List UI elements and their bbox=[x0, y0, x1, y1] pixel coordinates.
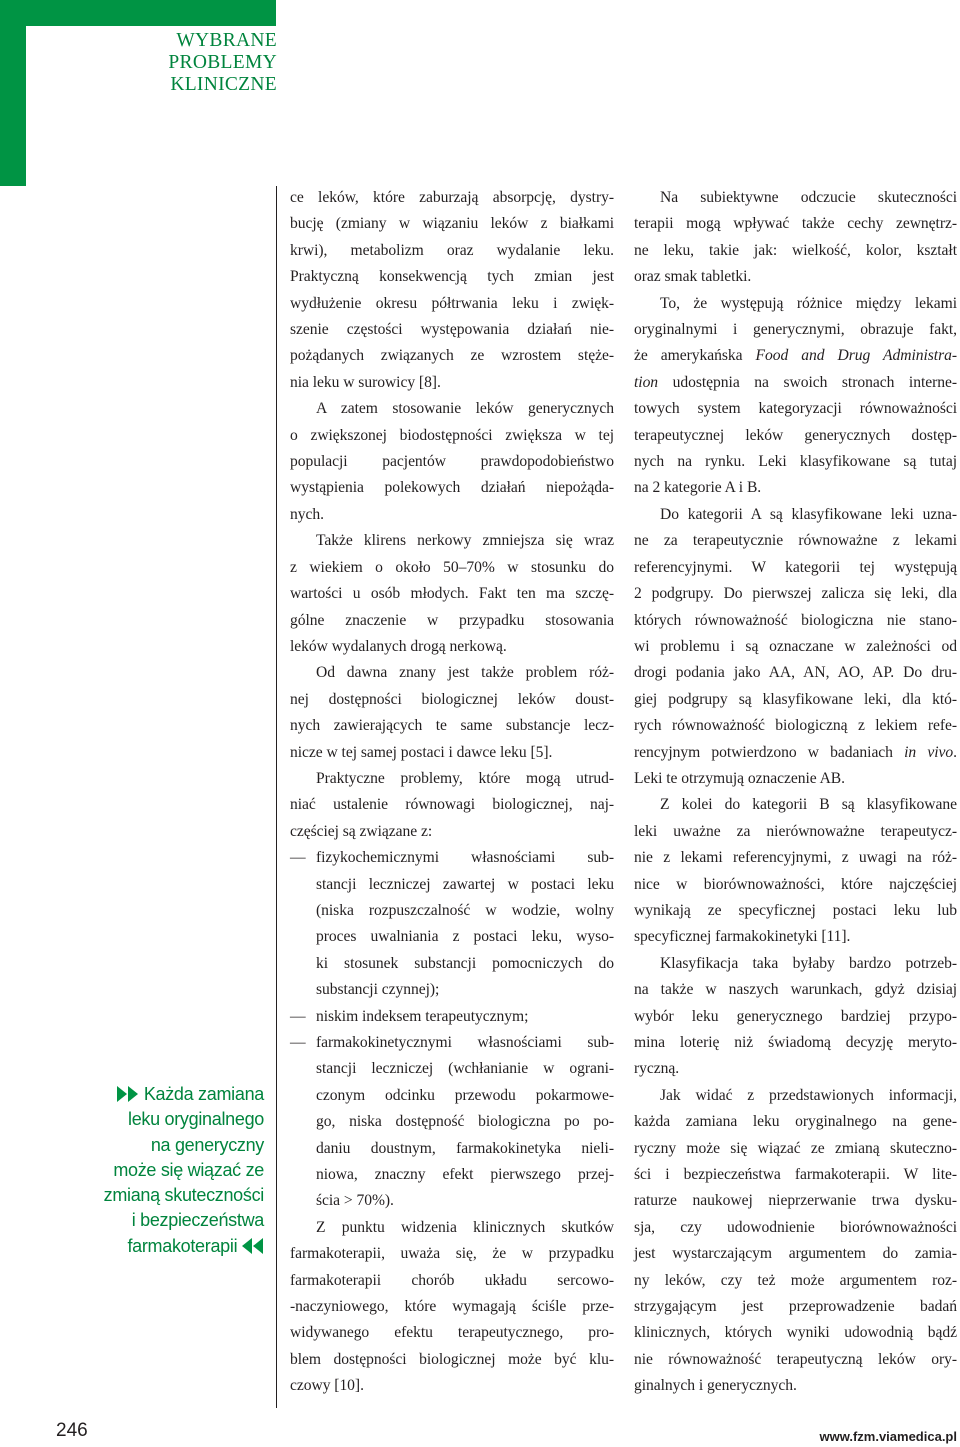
text-line: Do kategorii A są klasyfikowane leki uzna- bbox=[660, 505, 957, 523]
text-line: każda zamiana leku oryginalnego na gene- bbox=[634, 1113, 957, 1131]
green-side-bar bbox=[0, 0, 26, 186]
text-line: sja, czy udowodnienie biorównoważności bbox=[634, 1218, 957, 1236]
text-line: Jak widać z przedstawionych informacji, bbox=[660, 1086, 957, 1104]
text-line: Praktyczną konsekwencją tych zmian jest bbox=[290, 268, 614, 286]
text-line: oryginalnymi i generycznymi, obrazuje fakt, bbox=[634, 321, 957, 339]
text-line: Z kolei do kategorii B są klasyfikowane bbox=[660, 796, 957, 814]
text-line: wynikają ze specyficznej postaci leku lub bbox=[634, 901, 957, 919]
text-line: widywanego efektu terapeutycznego, pro- bbox=[290, 1324, 614, 1342]
text-line: wydłużenie okresu półtrwania leku i zwięk- bbox=[290, 294, 614, 312]
text-line: szenie częstości występowania działań nie- bbox=[290, 321, 614, 339]
text-line: nie równoważność terapeutyczną leków ory- bbox=[634, 1350, 957, 1368]
list-item: — niskim indeksem terapeutycznym; bbox=[290, 1004, 614, 1030]
text-line: wybór leku generycznego bardziej przypo- bbox=[634, 1007, 957, 1025]
text-line: -naczyniowego, które wymagają ściśle prze- bbox=[290, 1298, 614, 1316]
text-line: populacji pacjentów prawdopodobieństwo bbox=[290, 453, 614, 471]
text-line: czonym odcinku przewodu pokarmowe- bbox=[316, 1086, 614, 1104]
text-line: na 2 kategorie A i B. bbox=[634, 479, 762, 497]
text-line: nych. bbox=[290, 505, 324, 523]
body-column-middle bbox=[290, 185, 614, 1400]
pull-quote-line: i bezpieczeństwa bbox=[131, 1210, 264, 1231]
dash-bullet: — bbox=[290, 1007, 306, 1025]
text-line: stancji leczniczej zawartej w postaci leku bbox=[316, 875, 614, 893]
text-line: ki stosunek substancji pomocniczych do bbox=[316, 954, 614, 972]
text-line: proces uwalniania z postaci leku, wyso- bbox=[316, 928, 614, 946]
text-line: daniu doustnym, farmakokinetyka nieli- bbox=[316, 1139, 614, 1157]
text-line: ne leku, takie jak: wielkość, kolor, kształt bbox=[634, 241, 957, 259]
text-line: Na subiektywne odczucie skuteczności bbox=[660, 189, 957, 206]
text-line: gólne znaczenie w przypadku stosowania bbox=[290, 611, 614, 629]
text-line: nie z lekami referencyjnymi, z uwagi na róż- bbox=[634, 849, 957, 867]
text-line: krwi), metabolizm oraz wydalanie leku. bbox=[290, 241, 614, 259]
list-item: — farmakokinetycznymi własnościami sub- bbox=[290, 1030, 614, 1056]
text-line: ści i bezpieczeństwa farmakoterapii. W lite- bbox=[634, 1166, 957, 1184]
section-title-line: PROBLEMY bbox=[168, 52, 277, 73]
dash-bullet: — bbox=[290, 1034, 306, 1051]
text-line: nicze w tej samej postaci i dawce leku [5]. bbox=[290, 743, 553, 761]
text-line: terapii mogą wpływać także cechy zewnętrz- bbox=[634, 215, 957, 233]
text-line: Od dawna znany jest także problem róż- bbox=[316, 664, 614, 682]
text-line: Klasyfikacja taka byłaby bardzo potrzeb- bbox=[660, 954, 957, 972]
text-line: specyficznej farmakokinetyki [11]. bbox=[634, 928, 851, 946]
text-line: wi problemu i są oznaczane w zależności od bbox=[634, 637, 957, 655]
text-line: wystąpienia polekowych działań niepożąda- bbox=[290, 479, 614, 497]
text-line: go, niska dostępność biologiczna po po- bbox=[316, 1113, 614, 1131]
text-line: oraz smak tabletki. bbox=[634, 268, 752, 286]
page-number: 246 bbox=[56, 1420, 88, 1441]
text-line: ryczny może się wiązać ze zmianą skuteczno- bbox=[634, 1139, 957, 1157]
text-line: leki uważne za nierównoważne terapeutycz- bbox=[634, 822, 957, 840]
pull-quote-line: leku oryginalnego bbox=[128, 1109, 264, 1130]
text-line: A zatem stosowanie leków generycznych bbox=[316, 400, 614, 418]
text-line: substancji czynnej); bbox=[316, 981, 440, 999]
text-line: giej podgrupy są klasyfikowane leki, dla któ- bbox=[634, 690, 957, 708]
text-line: na także w naszych warunkach, gdyż dzisiaj bbox=[634, 981, 957, 999]
pull-quote-line: może się wiązać ze bbox=[113, 1159, 264, 1180]
text-line: drogi podania jako AA, AN, AO, AP. Do dru- bbox=[634, 664, 957, 682]
text-line: ce leków, które zaburzają absorpcję, dystry- bbox=[290, 189, 614, 206]
text-line: ścia > 70%). bbox=[316, 1192, 394, 1210]
text-line: o zwiększonej biodostępności zwiększa w tej bbox=[290, 426, 614, 444]
green-top-bar bbox=[26, 0, 276, 26]
text-line: tion udostępnia na swoich stronach interne- bbox=[634, 373, 957, 391]
text-line: z wiekiem o około 50–70% w stosunku do bbox=[290, 558, 614, 576]
text-line: częściej są związane z: bbox=[290, 822, 433, 840]
text-line: 2 podgrupy. Do pierwszej zalicza się leki, dla bbox=[634, 585, 957, 603]
text-line: To, że występują różnice między lekami bbox=[660, 294, 957, 312]
text-line: niać ustalenie równowagi biologicznej, naj- bbox=[290, 796, 614, 814]
pull-quote-line: farmakoterapii bbox=[70, 1234, 264, 1259]
text-line: stancji leczniczej (wchłanianie w ograni- bbox=[316, 1060, 614, 1078]
text-line: bucję (zmiany w wiązaniu leków z białkami bbox=[290, 215, 614, 233]
text-line: wartości u osób młodych. Fakt ten ma szczę- bbox=[290, 585, 614, 603]
text-line: niowa, znaczny efekt pierwszego przej- bbox=[316, 1166, 614, 1184]
text-line: nia leku w surowicy [8]. bbox=[290, 373, 441, 391]
text-line: ne za terapeutycznie równoważne z lekami bbox=[634, 532, 957, 550]
text-line: nej dostępności biologicznej leków doust- bbox=[290, 690, 614, 708]
text-line: ryczną. bbox=[634, 1060, 680, 1078]
section-title bbox=[100, 30, 277, 96]
list-item: — fizykochemicznymi własnościami sub- bbox=[290, 845, 614, 871]
text-line: których równoważność biologiczna nie stano- bbox=[634, 611, 957, 629]
text-line: ny leków, czy też może argumentem roz- bbox=[634, 1271, 957, 1289]
text-line: ginalnych i generycznych. bbox=[634, 1377, 797, 1395]
text-line: nych na rynku. Leki klasyfikowane są tutaj bbox=[634, 453, 957, 471]
text-line: jest wystarczającym argumentem do zamia- bbox=[634, 1245, 957, 1263]
text-line: klinicznych, których wyniki udowodnią bądź bbox=[634, 1324, 957, 1342]
column-divider bbox=[276, 186, 277, 1408]
text-line: rencyjnym potwierdzono w badaniach in vivo. bbox=[634, 743, 957, 761]
double-arrow-right-icon bbox=[117, 1086, 139, 1102]
text-line: nice w biorównoważności, które najczęściej bbox=[634, 875, 957, 893]
pull-quote-line: zmianą skuteczności bbox=[103, 1185, 264, 1206]
pull-quote-line: na generyczny bbox=[150, 1134, 264, 1155]
text-line: raturze naukowej nieprzerwanie trwa dysku- bbox=[634, 1192, 957, 1210]
pull-quote-line: Każda zamiana bbox=[70, 1082, 264, 1107]
double-arrow-left-icon bbox=[242, 1238, 264, 1254]
text-line: towych system kategoryzacji równoważności bbox=[634, 400, 957, 418]
text-line: rych równoważność biologiczną z lekiem refe- bbox=[634, 717, 957, 735]
pull-quote bbox=[70, 1082, 264, 1259]
text-line: pożądanych związanych ze wzrostem stęże- bbox=[290, 347, 614, 365]
text-line: Leki te otrzymują oznaczenie AB. bbox=[634, 769, 845, 787]
text-line: Z punktu widzenia klinicznych skutków bbox=[316, 1218, 614, 1236]
text-line: farmakoterapii, uważa się, że w przypadku bbox=[290, 1245, 614, 1263]
text-line: farmakoterapii chorób układu sercowo- bbox=[290, 1271, 614, 1289]
text-line: że amerykańska Food and Drug Administra- bbox=[634, 347, 957, 365]
section-title-line: KLINICZNE bbox=[170, 74, 277, 95]
text-line: terapeutycznej leków generycznych dostęp- bbox=[634, 426, 957, 444]
text-line: referencyjnymi. W kategorii tej występują bbox=[634, 558, 957, 576]
text-line: mina loterię niż świadomą decyzję meryto- bbox=[634, 1034, 957, 1051]
text-line: nych zawierających te same substancje lecz- bbox=[290, 717, 614, 735]
text-line: Także klirens nerkowy zmniejsza się wraz bbox=[316, 532, 614, 550]
text-line: czowy [10]. bbox=[290, 1377, 364, 1395]
dash-bullet: — bbox=[290, 849, 306, 867]
footer-url[interactable]: www.fzm.viamedica.pl bbox=[819, 1429, 957, 1444]
text-line: leków wydalanych drogą nerkową. bbox=[290, 637, 507, 655]
text-line: strzygającym jest przeprowadzenie badań bbox=[634, 1298, 957, 1316]
text-line: Praktyczne problemy, które mogą utrud- bbox=[316, 769, 614, 787]
text-line: (niska rozpuszczalność w wodzie, wolny bbox=[316, 901, 614, 919]
body-column-right bbox=[634, 185, 957, 1400]
text-line: blem dostępności biologicznej może być klu- bbox=[290, 1350, 614, 1368]
section-title-line: WYBRANE bbox=[176, 30, 277, 51]
